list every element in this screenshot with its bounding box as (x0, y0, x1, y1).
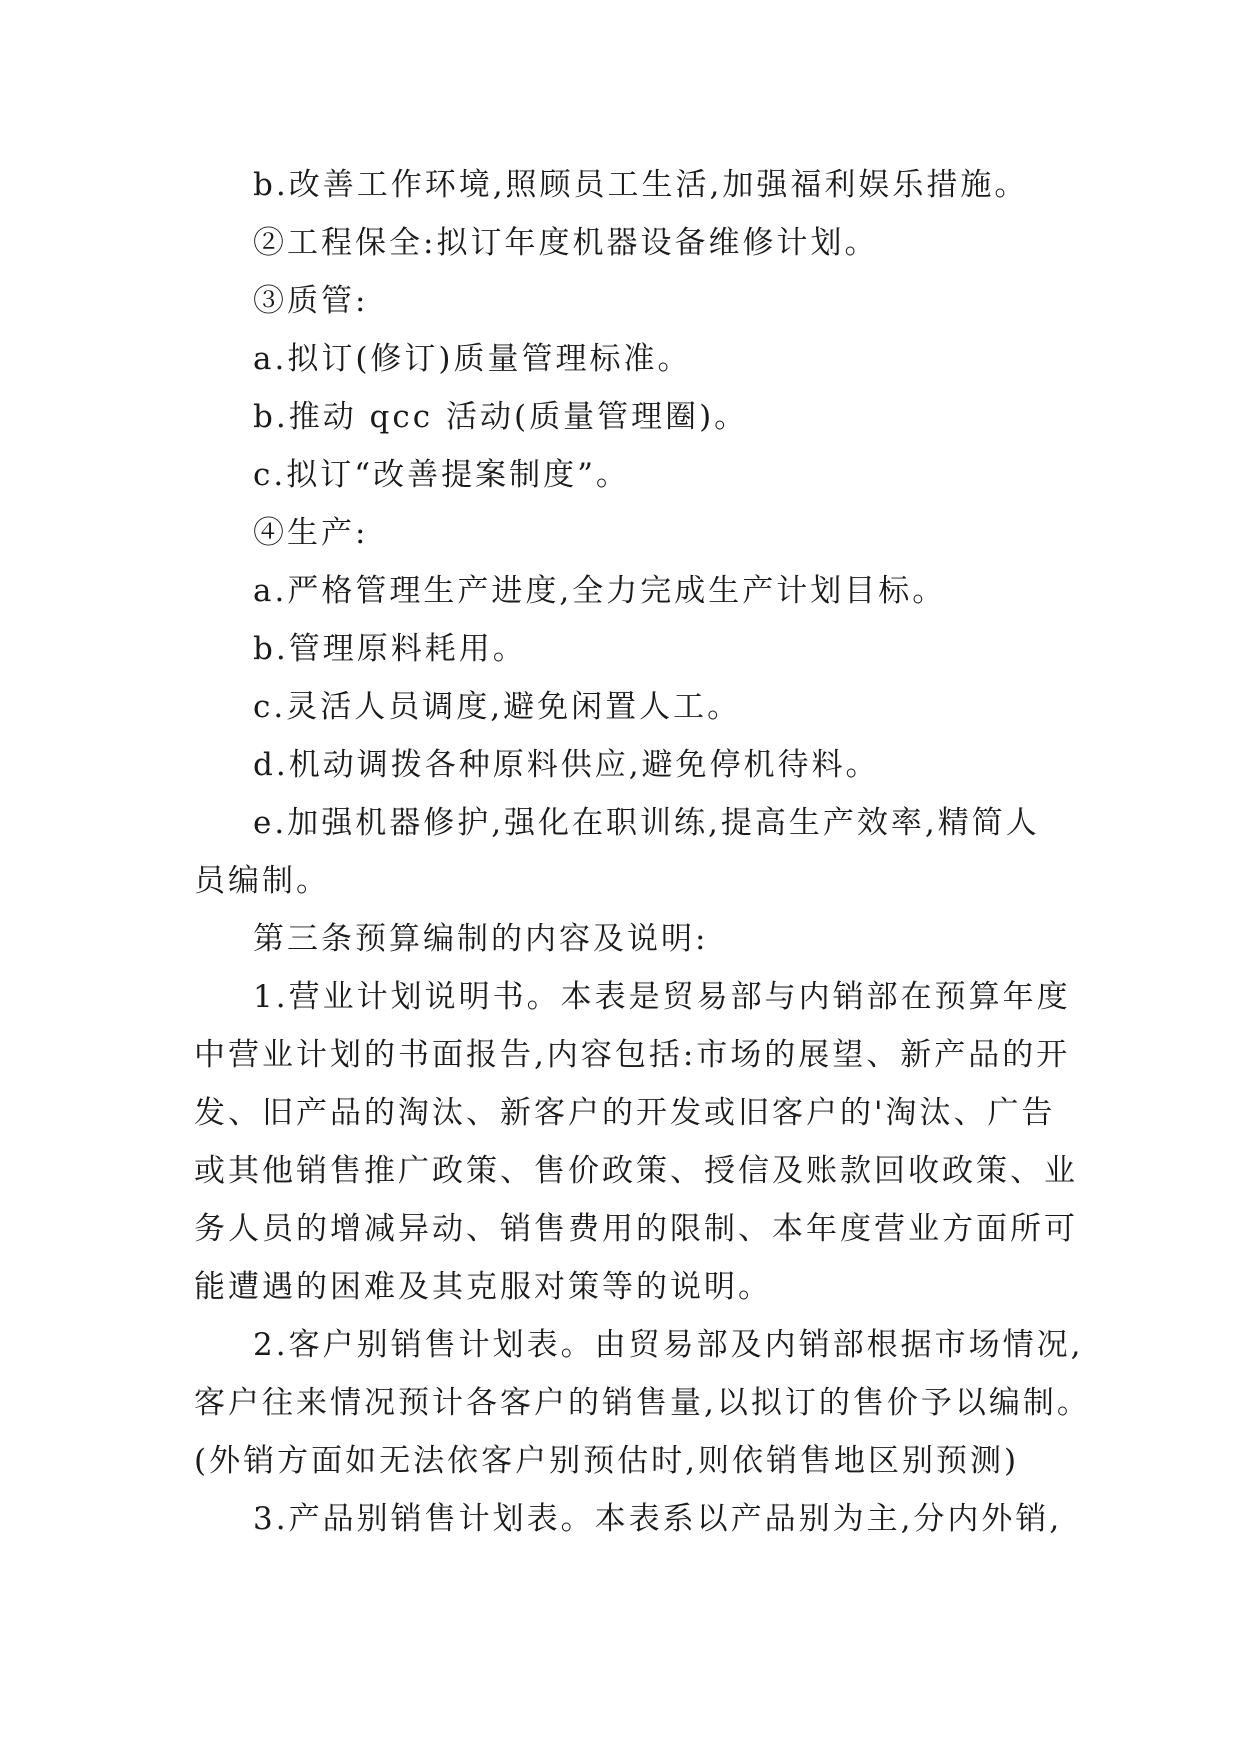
text-line: d.机动调拨各种原料供应,避免停机待料。 (253, 747, 880, 783)
text-line: 2.客户别销售计划表。由贸易部及内销部根据市场情况, (253, 1327, 1084, 1363)
text-line: ④生产: (253, 515, 369, 551)
text-line: ②工程保全:拟订年度机器设备维修计划。 (253, 225, 879, 261)
text-line: c.灵活人员调度,避免闲置人工。 (253, 689, 742, 725)
text-line: b.改善工作环境,照顾员工生活,加强福利娱乐措施。 (253, 167, 1029, 203)
text-line: 3.产品别销售计划表。本表系以产品别为主,分内外销, (253, 1501, 1063, 1537)
text-line: 1.营业计划说明书。本表是贸易部与内销部在预算年度 (253, 979, 1071, 1015)
text-line: b.管理原料耗用。 (253, 631, 527, 667)
text-line: 务人员的增减异动、销售费用的限制、本年度营业方面所可 (194, 1211, 1078, 1247)
text-line: (外销方面如无法依客户别预估时,则依销售地区别预测) (194, 1443, 1020, 1479)
text-line: b.推动 qcc 活动(质量管理圈)。 (253, 399, 749, 435)
text-line: a.严格管理生产进度,全力完成生产计划目标。 (253, 573, 947, 609)
text-line: e.加强机器修护,强化在职训练,提高生产效率,精简人 (253, 805, 1040, 841)
text-line: a.拟订(修订)质量管理标准。 (253, 341, 692, 377)
text-line: 发、旧产品的淘汰、新客户的开发或旧客户的'淘汰、广告 (194, 1095, 1056, 1131)
text-line: 或其他销售推广政策、售价政策、授信及账款回收政策、业 (194, 1153, 1078, 1189)
section-heading: 第三条预算编制的内容及说明: (253, 921, 709, 957)
text-line: c.拟订“改善提案制度”。 (253, 457, 630, 493)
text-line: 能遭遇的困难及其克服对策等的说明。 (194, 1269, 772, 1305)
text-line: ③质管: (253, 283, 369, 319)
text-line: 员编制。 (194, 863, 330, 899)
text-line: 客户往来情况预计各客户的销售量,以拟订的售价予以编制。 (194, 1385, 1091, 1421)
text-line: 中营业计划的书面报告,内容包括:市场的展望、新产品的开 (194, 1037, 1071, 1073)
